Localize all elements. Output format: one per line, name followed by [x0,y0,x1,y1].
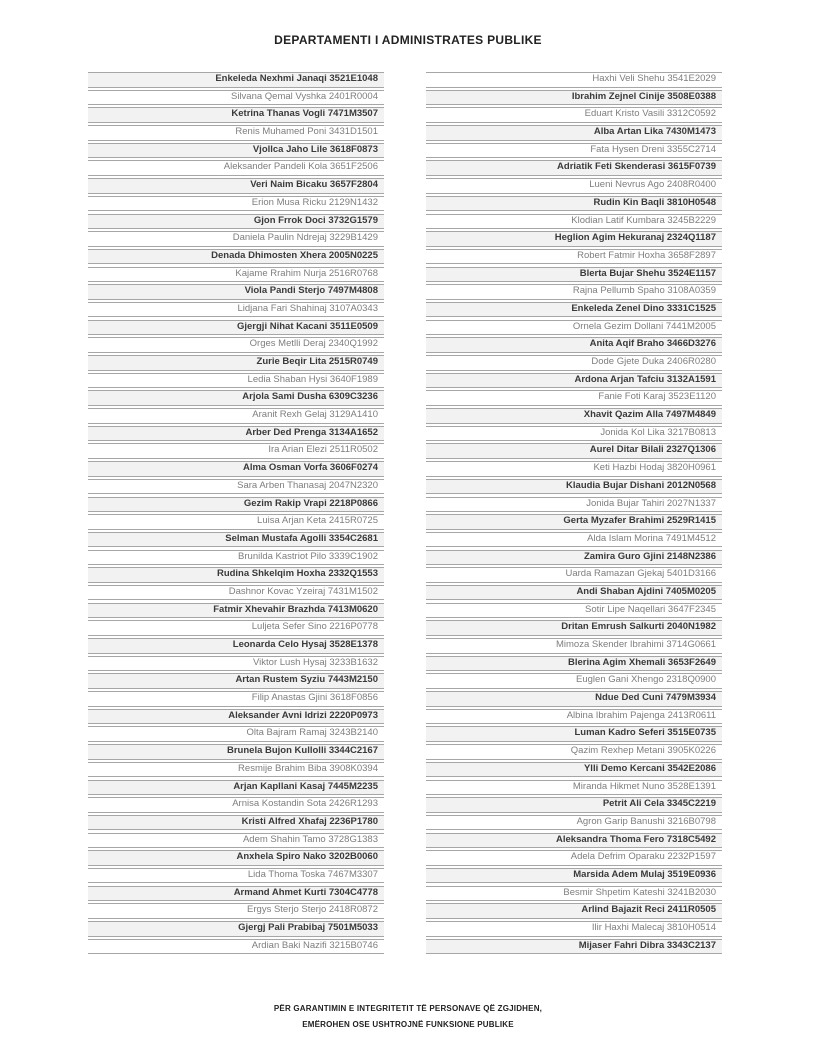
list-item: Lidjana Fari Shahinaj 3107A0343 [88,302,384,318]
list-item: Adela Defrim Oparaku 2232P1597 [426,850,722,866]
list-item: Kajame Rrahim Nurja 2516R0768 [88,267,384,283]
list-item: Alda Islam Morina 7491M4512 [426,532,722,548]
list-item: Lida Thoma Toska 7467M3307 [88,868,384,884]
list-item: Jonida Kol Lika 3217B0813 [426,426,722,442]
list-item: Uarda Ramazan Gjekaj 5401D3166 [426,567,722,583]
list-item: Luisa Arjan Keta 2415R0725 [88,514,384,530]
list-item: Enkeleda Zenel Dino 3331C1525 [426,302,722,318]
list-item: Arjan Kapllani Kasaj 7445M2235 [88,780,384,796]
list-item: Adriatik Feti Skenderasi 3615F0739 [426,160,722,176]
list-item: Armand Ahmet Kurti 7304C4778 [88,886,384,902]
list-item: Rudin Kin Baqli 3810H0548 [426,196,722,212]
list-item: Mimoza Skender Ibrahimi 3714G0661 [426,638,722,654]
list-item: Ornela Gezim Dollani 7441M2005 [426,320,722,336]
list-item: Alba Artan Lika 7430M1473 [426,125,722,141]
list-item: Luman Kadro Seferi 3515E0735 [426,726,722,742]
list-item: Euglen Gani Xhengo 2318Q0900 [426,673,722,689]
list-item: Arjola Sami Dusha 6309C3236 [88,390,384,406]
list-item: Kristi Alfred Xhafaj 2236P1780 [88,815,384,831]
list-item: Sara Arben Thanasaj 2047N2320 [88,479,384,495]
list-item: Dode Gjete Duka 2406R0280 [426,355,722,371]
list-item: Olta Bajram Ramaj 3243B2140 [88,726,384,742]
list-item: Adem Shahin Tamo 3728G1383 [88,833,384,849]
list-item: Fanie Foti Karaj 3523E1120 [426,390,722,406]
list-item: Fata Hysen Dreni 3355C2714 [426,143,722,159]
list-item: Zamira Guro Gjini 2148N2386 [426,550,722,566]
name-list-left-column [88,72,384,956]
list-item: Gerta Myzafer Brahimi 2529R1415 [426,514,722,530]
list-item: Selman Mustafa Agolli 3354C2681 [88,532,384,548]
list-item: Mijaser Fahri Dibra 3343C2137 [426,939,722,955]
list-item: Resmije Brahim Biba 3908K0394 [88,762,384,778]
list-item: Ardona Arjan Tafciu 3132A1591 [426,373,722,389]
list-item: Viktor Lush Hysaj 3233B1632 [88,656,384,672]
list-item: Gjon Frrok Doci 3732G1579 [88,214,384,230]
list-item: Marsida Adem Mulaj 3519E0936 [426,868,722,884]
list-item: Aleksander Avni Idrizi 2220P0973 [88,709,384,725]
list-item: Aurel Ditar Bilali 2327Q1306 [426,443,722,459]
list-item: Renis Muhamed Poni 3431D1501 [88,125,384,141]
list-item: Enkeleda Nexhmi Janaqi 3521E1048 [88,72,384,88]
list-item: Petrit Ali Cela 3345C2219 [426,797,722,813]
list-item: Blerta Bujar Shehu 3524E1157 [426,267,722,283]
list-item: Artan Rustem Syziu 7443M2150 [88,673,384,689]
footer-line-1: PËR GARANTIMIN E INTEGRITETIT TË PERSONAVE QË ZGJIDHEN, [273,1004,543,1013]
list-item: Denada Dhimosten Xhera 2005N0225 [88,249,384,265]
list-item: Qazim Rexhep Metani 3905K0226 [426,744,722,760]
list-item: Agron Garip Banushi 3216B0798 [426,815,722,831]
list-item: Filip Anastas Gjini 3618F0856 [88,691,384,707]
list-item: Xhavit Qazim Alla 7497M4849 [426,408,722,424]
list-item: Dashnor Kovac Yzeiraj 7431M1502 [88,585,384,601]
name-list-right-column [426,72,722,956]
list-item: Zurie Beqir Lita 2515R0749 [88,355,384,371]
list-item: Klaudia Bujar Dishani 2012N0568 [426,479,722,495]
list-item: Robert Fatmir Hoxha 3658F2897 [426,249,722,265]
list-item: Ilir Haxhi Malecaj 3810H0514 [426,921,722,937]
list-item: Haxhi Veli Shehu 3541E2029 [426,72,722,88]
list-item: Vjollca Jaho Lile 3618F0873 [88,143,384,159]
list-item: Gezim Rakip Vrapi 2218P0866 [88,497,384,513]
list-item: Arnisa Kostandin Sota 2426R1293 [88,797,384,813]
list-item: Lueni Nevrus Ago 2408R0400 [426,178,722,194]
list-item: Keti Hazbi Hodaj 3820H0961 [426,461,722,477]
list-item: Albina Ibrahim Pajenga 2413R0611 [426,709,722,725]
list-item: Ndue Ded Cuni 7479M3934 [426,691,722,707]
list-item: Ardian Baki Nazifi 3215B0746 [88,939,384,955]
list-item: Ledia Shaban Hysi 3640F1989 [88,373,384,389]
list-item: Rudina Shkelqim Hoxha 2332Q1553 [88,567,384,583]
list-item: Eduart Kristo Vasili 3312C0592 [426,107,722,123]
list-item: Aleksandra Thoma Fero 7318C5492 [426,833,722,849]
list-item: Aleksander Pandeli Kola 3651F2506 [88,160,384,176]
list-item: Veri Naim Bicaku 3657F2804 [88,178,384,194]
list-item: Brunela Bujon Kullolli 3344C2167 [88,744,384,760]
list-item: Leonarda Celo Hysaj 3528E1378 [88,638,384,654]
list-item: Brunilda Kastriot Pilo 3339C1902 [88,550,384,566]
list-item: Ketrina Thanas Vogli 7471M3507 [88,107,384,123]
list-item: Miranda Hikmet Nuno 3528E1391 [426,780,722,796]
list-item: Ibrahim Zejnel Cinije 3508E0388 [426,90,722,106]
list-item: Erion Musa Ricku 2129N1432 [88,196,384,212]
list-item: Arber Ded Prenga 3134A1652 [88,426,384,442]
list-item: Luljeta Sefer Sino 2216P0778 [88,620,384,636]
list-item: Sotir Lipe Naqellari 3647F2345 [426,603,722,619]
list-item: Dritan Emrush Salkurti 2040N1982 [426,620,722,636]
list-item: Jonida Bujar Tahiri 2027N1337 [426,497,722,513]
list-item: Alma Osman Vorfa 3606F0274 [88,461,384,477]
list-item: Anxhela Spiro Nako 3202B0060 [88,850,384,866]
list-item: Arlind Bajazit Reci 2411R0505 [426,903,722,919]
list-item: Daniela Paulin Ndrejaj 3229B1429 [88,231,384,247]
list-item: Orges Metlli Deraj 2340Q1992 [88,337,384,353]
list-item: Viola Pandi Sterjo 7497M4808 [88,284,384,300]
list-item: Gjergj Pali Prabibaj 7501M5033 [88,921,384,937]
list-item: Anita Aqif Braho 3466D3276 [426,337,722,353]
footer-line-2: EMËROHEN OSE USHTROJNË FUNKSIONE PUBLIKE [302,1020,514,1029]
list-item: Ergys Sterjo Sterjo 2418R0872 [88,903,384,919]
page-footer [0,1001,816,1033]
list-item: Rajna Pellumb Spaho 3108A0359 [426,284,722,300]
list-item: Heglion Agim Hekuranaj 2324Q1187 [426,231,722,247]
list-item: Andi Shaban Ajdini 7405M0205 [426,585,722,601]
list-item: Ira Arian Elezi 2511R0502 [88,443,384,459]
list-item: Fatmir Xhevahir Brazhda 7413M0620 [88,603,384,619]
list-item: Gjergji Nihat Kacani 3511E0509 [88,320,384,336]
list-item: Blerina Agim Xhemali 3653F2649 [426,656,722,672]
list-item: Besmir Shpetim Kateshi 3241B2030 [426,886,722,902]
list-item: Aranit Rexh Gelaj 3129A1410 [88,408,384,424]
list-item: Ylli Demo Kercani 3542E2086 [426,762,722,778]
list-item: Klodian Latif Kumbara 3245B2229 [426,214,722,230]
list-item: Silvana Qemal Vyshka 2401R0004 [88,90,384,106]
page-title: DEPARTAMENTI I ADMINISTRATES PUBLIKE [274,33,542,47]
